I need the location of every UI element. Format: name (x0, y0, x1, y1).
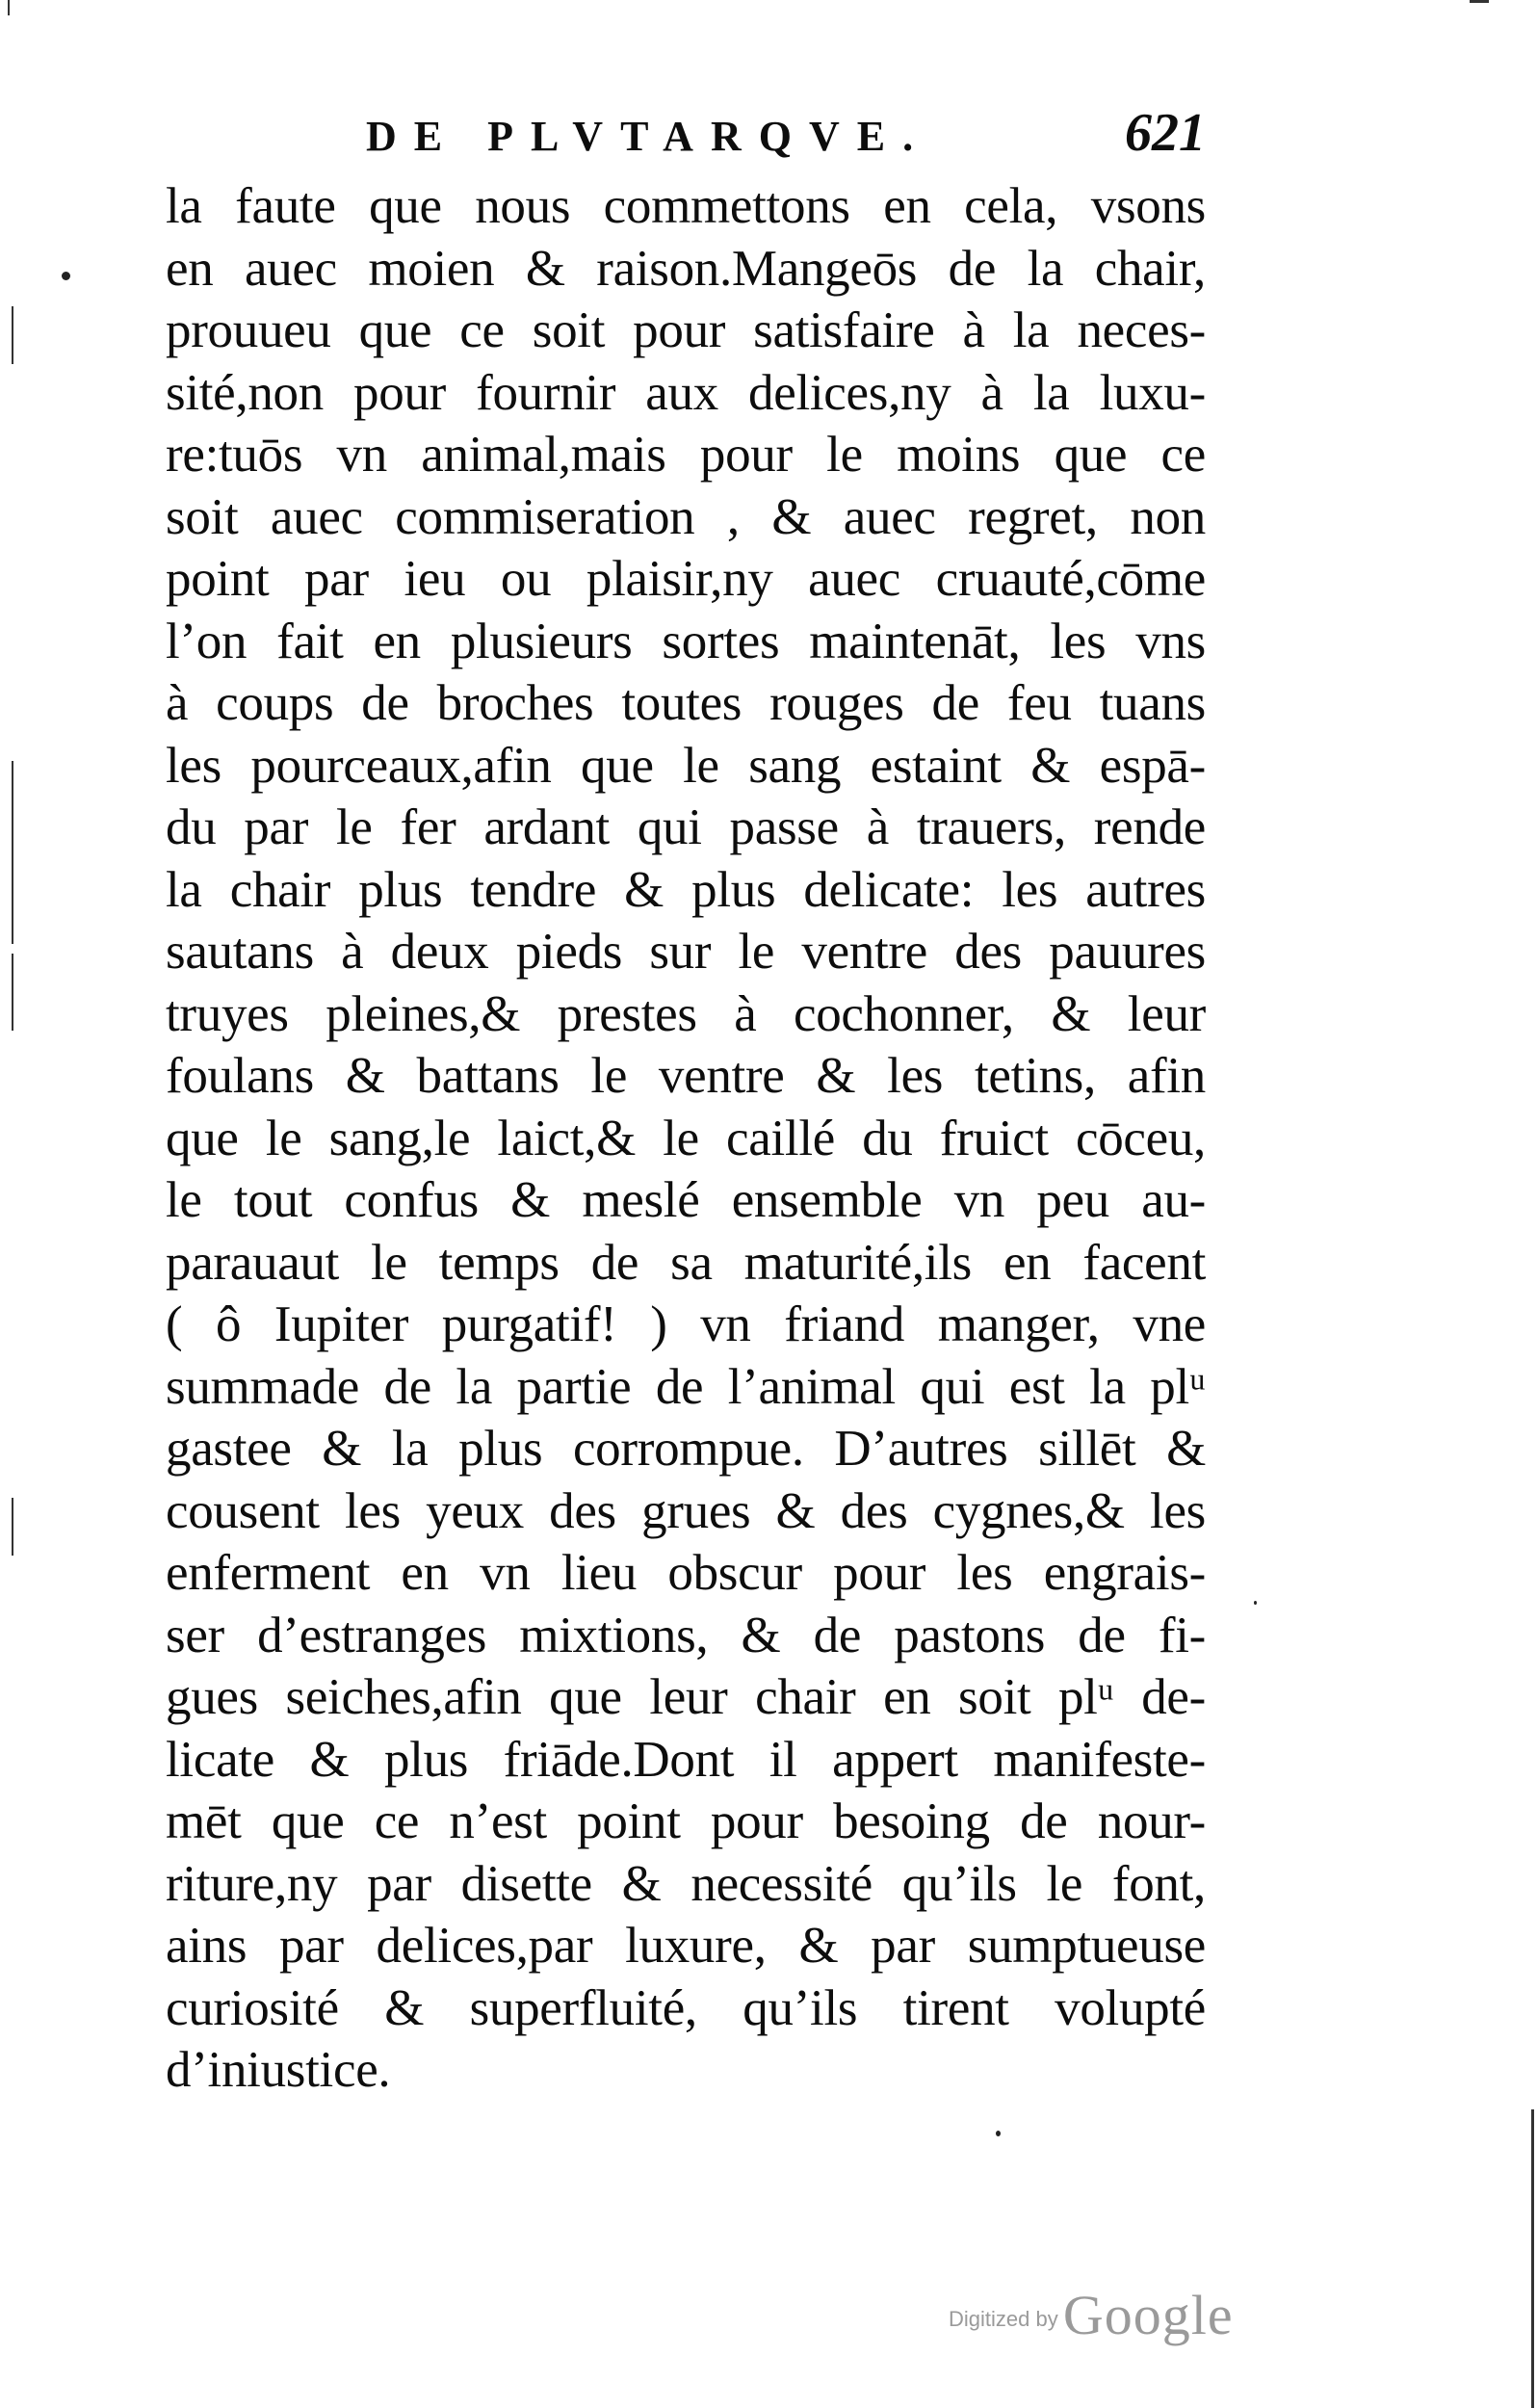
scan-edge-mark (12, 954, 13, 1031)
scan-edge-mark (12, 761, 13, 944)
text-line: ains par delices,par luxure, & par sumptueuse (166, 1918, 1206, 1974)
scan-speck (62, 272, 70, 280)
text-line: gastee & la plus corrompue. D’autres sillēt & (166, 1421, 1206, 1477)
text-line: parauaut le temps de sa maturité,ils en facent (166, 1234, 1206, 1291)
digitized-watermark (949, 2283, 1295, 2350)
text-line: l’on fait en plusieurs sortes maintenāt, les vns (166, 613, 1206, 669)
text-line: point par ieu ou plaisir,ny auec cruauté,cōme (166, 551, 1206, 607)
text-line: enferment en vn lieu obscur pour les engrais- (166, 1545, 1206, 1601)
scan-edge-mark (12, 306, 13, 364)
text-line: sautans à deux pieds sur le ventre des pauures (166, 924, 1206, 980)
body-text (166, 175, 1206, 2102)
scan-edge-mark (12, 1498, 13, 1556)
running-title: DE PLVTARQVE. (366, 113, 931, 160)
text-line: en auec moien & raison.Mangeōs de la chair, (166, 240, 1206, 297)
text-line: que le sang,le laict,& le caillé du fruict cōceu, (166, 1110, 1206, 1166)
text-line: soit auec commiseration , & auec regret, non (166, 488, 1206, 545)
scan-speck (996, 2131, 1001, 2136)
scan-edge-mark (8, 0, 10, 15)
scan-speck (1254, 1601, 1257, 1605)
watermark-prefix: Digitized by (949, 2307, 1058, 2331)
text-line: licate & plus friāde.Dont il appert manifeste- (166, 1731, 1206, 1788)
scan-edge-mark (1531, 2109, 1534, 2408)
text-line: la chair plus tendre & plus delicate: les autres (166, 861, 1206, 918)
text-line: la faute que nous commettons en cela, vsons (166, 178, 1206, 234)
text-line: foulans & battans le ventre & les tetins, afin (166, 1048, 1206, 1104)
text-line: riture,ny par disette & necessité qu’ils le font, (166, 1855, 1206, 1912)
text-line: gues seiches,afin que leur chair en soit plᵘ de- (166, 1669, 1206, 1725)
page-number: 621 (1125, 103, 1206, 163)
text-line: à coups de broches toutes rouges de feu tuans (166, 675, 1206, 731)
text-line: prouueu que ce soit pour satisfaire à la neces- (166, 302, 1206, 358)
scan-edge-mark (1470, 0, 1489, 3)
text-line: truyes pleines,& prestes à cochonner, & leur (166, 985, 1206, 1042)
text-line: ser d’estranges mixtions, & de pastons de fi- (166, 1607, 1206, 1663)
text-line: cousent les yeux des grues & des cygnes,& les (166, 1482, 1206, 1539)
text-line: du par le fer ardant qui passe à trauers, rende (166, 799, 1206, 855)
text-line: summade de la partie de l’animal qui est la plᵘ (166, 1358, 1206, 1415)
text-line: curiosité & superfluité, qu’ils tirent volupté (166, 1979, 1206, 2036)
text-line: les pourceaux,afin que le sang estaint & espā- (166, 737, 1206, 794)
text-line: re:tuōs vn animal,mais pour le moins que ce (166, 427, 1206, 483)
watermark-brand: Google (1062, 2284, 1234, 2346)
text-line: d’iniustice. (166, 2042, 391, 2098)
text-line: sité,non pour fournir aux delices,ny à la luxu- (166, 364, 1206, 421)
text-line: le tout confus & meslé ensemble vn peu au- (166, 1172, 1206, 1228)
text-line: ( ô Iupiter purgatif! ) vn friand manger, vne (166, 1296, 1206, 1352)
text-line: mēt que ce n’est point pour besoing de nour- (166, 1793, 1206, 1849)
